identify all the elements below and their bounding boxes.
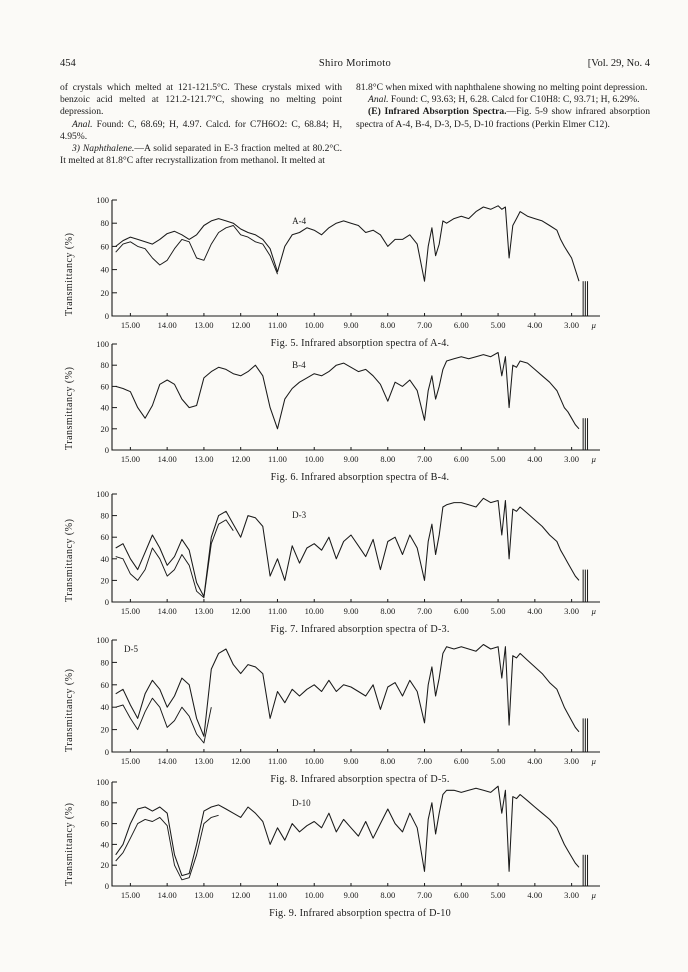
x-tick-label: 10.00 <box>304 890 324 900</box>
sample-label: D-10 <box>292 798 311 808</box>
item-title: Naphthalene. <box>82 143 135 155</box>
x-tick-label: 13.00 <box>194 756 214 766</box>
figure-caption: Fig. 5. Infrared absorption spectra of A-4. <box>270 338 450 349</box>
page-header <box>60 58 650 74</box>
x-tick-label: 8.00 <box>380 320 396 330</box>
y-tick-label: 40 <box>100 839 109 850</box>
right-paragraph-2 <box>356 94 650 106</box>
y-tick-label: 60 <box>100 532 109 543</box>
x-tick-label: 4.00 <box>527 320 543 330</box>
axes-frame <box>112 344 600 450</box>
spectrum-line-series-1 <box>116 206 579 281</box>
x-tick-label: 7.00 <box>417 890 432 900</box>
anal-text: Found: C, 93.63; H, 6.28. Calcd for C10H8: C, 93.71; H, 6.29%. <box>388 94 640 106</box>
x-tick-label: 6.00 <box>453 454 469 464</box>
x-tick-label: 6.00 <box>453 756 469 766</box>
page-number: 454 <box>60 58 76 69</box>
left-column <box>60 82 342 167</box>
y-axis-label: Transmittancy (%) <box>64 366 75 450</box>
x-tick-label: 12.00 <box>231 320 251 330</box>
y-tick-label: 40 <box>100 702 109 713</box>
x-tick-label: 5.00 <box>490 454 506 464</box>
x-tick-label: 5.00 <box>490 320 506 330</box>
x-tick-label: 7.00 <box>417 320 432 330</box>
y-tick-label: 40 <box>100 264 109 275</box>
x-unit-label: μ <box>591 890 596 900</box>
left-paragraph-1: of crystals which melted at 121-121.5°C. These crystals mixed with benzoic acid melted at 121.2-121.7°C, showing no melting point depression. <box>60 82 342 118</box>
y-tick-label: 100 <box>96 777 109 787</box>
x-tick-label: 5.00 <box>490 756 506 766</box>
volume-info: [Vol. 29, No. 4 <box>587 58 650 69</box>
ir-spectrum-plot <box>60 340 660 476</box>
y-tick-label: 20 <box>100 287 109 298</box>
y-tick-label: 80 <box>100 657 109 668</box>
x-tick-label: 14.00 <box>157 756 177 766</box>
y-tick-label: 20 <box>100 860 109 871</box>
ir-spectrum-plot <box>60 196 660 342</box>
y-tick-label: 80 <box>100 797 109 808</box>
y-tick-label: 60 <box>100 241 109 252</box>
running-author: Shiro Morimoto <box>318 58 392 69</box>
x-tick-label: 15.00 <box>120 756 140 766</box>
y-tick-label: 60 <box>100 381 109 392</box>
x-tick-label: 14.00 <box>157 320 177 330</box>
x-tick-label: 7.00 <box>417 606 432 616</box>
figure-caption: Fig. 8. Infrared absorption spectra of D-5. <box>270 774 450 785</box>
x-tick-label: 12.00 <box>231 890 251 900</box>
x-tick-label: 3.00 <box>564 606 580 616</box>
x-tick-label: 10.00 <box>304 756 324 766</box>
x-unit-label: μ <box>591 606 596 616</box>
x-tick-label: 13.00 <box>194 320 214 330</box>
figure-5 <box>60 196 660 356</box>
x-unit-label: μ <box>591 454 596 464</box>
x-tick-label: 14.00 <box>157 454 177 464</box>
x-tick-label: 9.00 <box>343 320 359 330</box>
right-column <box>356 82 650 131</box>
figure-7 <box>60 490 660 642</box>
body-text <box>60 82 650 182</box>
figure-caption: Fig. 9. Infrared absorption spectra of D-10 <box>269 908 451 919</box>
y-axis-label: Transmittancy (%) <box>64 518 75 602</box>
item-text: —A solid separated in E-3 fraction melted at 80.2°C. It melted at 81.8°C after recrystallization from methanol. It melted at <box>60 143 342 167</box>
anal-label: Anal. <box>72 118 93 130</box>
x-tick-label: 15.00 <box>120 320 140 330</box>
x-tick-label: 4.00 <box>527 756 543 766</box>
x-tick-label: 11.00 <box>268 606 287 616</box>
x-tick-label: 12.00 <box>231 606 251 616</box>
right-paragraph-1: 81.8°C when mixed with naphthalene showing no melting point depression. <box>356 82 648 93</box>
y-tick-label: 80 <box>100 360 109 371</box>
y-tick-label: 100 <box>96 195 109 205</box>
anal-label: Anal. <box>368 94 389 106</box>
spectrum-line-series-1 <box>116 353 579 429</box>
spectrum-line-series-2 <box>116 520 234 598</box>
x-tick-label: 14.00 <box>157 890 177 900</box>
x-tick-label: 15.00 <box>120 454 140 464</box>
spectrum-line-series-1 <box>116 645 579 737</box>
axes-frame <box>112 200 600 316</box>
figure-caption: Fig. 6. Infrared absorption spectra of B-4. <box>270 472 450 483</box>
x-tick-label: 7.00 <box>417 454 432 464</box>
y-axis-label: Transmittancy (%) <box>64 232 75 316</box>
x-tick-label: 7.00 <box>417 756 432 766</box>
x-tick-label: 3.00 <box>564 756 580 766</box>
section-text: —Fig. 5-9 show infrared absorption spectra of A-4, B-4, D-3, D-5, D-10 fractions (Perkin Elmer C12). <box>356 106 650 130</box>
y-tick-label: 60 <box>100 679 109 690</box>
y-tick-label: 100 <box>96 635 109 645</box>
x-tick-label: 6.00 <box>453 890 469 900</box>
x-tick-label: 4.00 <box>527 606 543 616</box>
x-tick-label: 8.00 <box>380 454 396 464</box>
x-tick-label: 6.00 <box>453 320 469 330</box>
x-tick-label: 9.00 <box>343 890 359 900</box>
x-tick-label: 3.00 <box>564 890 580 900</box>
figure-8 <box>60 636 660 792</box>
x-tick-label: 4.00 <box>527 890 543 900</box>
y-tick-label: 0 <box>104 597 109 607</box>
x-tick-label: 4.00 <box>527 454 543 464</box>
ir-spectrum-plot <box>60 778 660 912</box>
axes-frame <box>112 494 600 602</box>
ir-spectrum-plot <box>60 636 660 778</box>
x-tick-label: 11.00 <box>268 454 287 464</box>
y-tick-label: 0 <box>104 445 109 455</box>
sample-label: A-4 <box>292 216 307 226</box>
item-number: 3) <box>72 143 80 155</box>
sample-label: B-4 <box>292 360 306 370</box>
x-tick-label: 3.00 <box>564 454 580 464</box>
y-tick-label: 40 <box>100 402 109 413</box>
x-tick-label: 15.00 <box>120 606 140 616</box>
x-tick-label: 15.00 <box>120 890 140 900</box>
x-tick-label: 13.00 <box>194 454 214 464</box>
y-axis-label: Transmittancy (%) <box>64 802 75 886</box>
y-tick-label: 0 <box>104 881 109 891</box>
x-tick-label: 6.00 <box>453 606 469 616</box>
ir-spectrum-plot <box>60 490 660 628</box>
y-tick-label: 40 <box>100 553 109 564</box>
y-tick-label: 80 <box>100 510 109 521</box>
x-tick-label: 13.00 <box>194 606 214 616</box>
sample-label: D-3 <box>292 510 307 520</box>
anal-text: Found: C, 68.69; H, 4.97. Calcd. for C7H6O2: C, 68.84; H, 4.95%. <box>60 118 342 142</box>
x-tick-label: 8.00 <box>380 890 396 900</box>
x-tick-label: 5.00 <box>490 890 506 900</box>
x-tick-label: 9.00 <box>343 606 359 616</box>
y-tick-label: 60 <box>100 818 109 829</box>
section-heading: (E) Infrared Absorption Spectra. <box>368 106 507 118</box>
left-paragraph-3 <box>60 143 342 167</box>
spectrum-line-series-2 <box>116 815 219 880</box>
y-tick-label: 80 <box>100 218 109 229</box>
y-tick-label: 20 <box>100 575 109 586</box>
sample-label: D-5 <box>124 644 138 654</box>
x-tick-label: 8.00 <box>380 756 396 766</box>
x-tick-label: 11.00 <box>268 890 287 900</box>
y-tick-label: 0 <box>104 311 109 321</box>
x-unit-label: μ <box>591 756 596 766</box>
x-tick-label: 3.00 <box>564 320 580 330</box>
x-tick-label: 13.00 <box>194 890 214 900</box>
y-tick-label: 100 <box>96 339 109 349</box>
y-tick-label: 100 <box>96 489 109 499</box>
x-tick-label: 9.00 <box>343 756 359 766</box>
x-tick-label: 10.00 <box>304 320 324 330</box>
x-tick-label: 12.00 <box>231 756 251 766</box>
x-tick-label: 5.00 <box>490 606 506 616</box>
x-unit-label: μ <box>591 320 596 330</box>
figure-9 <box>60 778 660 926</box>
spectrum-line-series-2 <box>116 226 278 275</box>
axes-frame <box>112 640 600 752</box>
spectrum-line-series-1 <box>116 786 579 875</box>
spectrum-line-series-1 <box>116 498 579 596</box>
x-tick-label: 14.00 <box>157 606 177 616</box>
x-tick-label: 8.00 <box>380 606 396 616</box>
left-paragraph-2 <box>60 119 342 143</box>
figure-caption: Fig. 7. Infrared absorption spectra of D-3. <box>270 624 450 635</box>
right-paragraph-3 <box>356 106 650 130</box>
x-tick-label: 9.00 <box>343 454 359 464</box>
x-tick-label: 11.00 <box>268 320 287 330</box>
y-tick-label: 20 <box>100 423 109 434</box>
x-tick-label: 11.00 <box>268 756 287 766</box>
x-tick-label: 10.00 <box>304 606 324 616</box>
figure-6 <box>60 340 660 490</box>
y-tick-label: 20 <box>100 724 109 735</box>
y-tick-label: 0 <box>104 747 109 757</box>
y-axis-label: Transmittancy (%) <box>64 668 75 752</box>
x-tick-label: 10.00 <box>304 454 324 464</box>
x-tick-label: 12.00 <box>231 454 251 464</box>
